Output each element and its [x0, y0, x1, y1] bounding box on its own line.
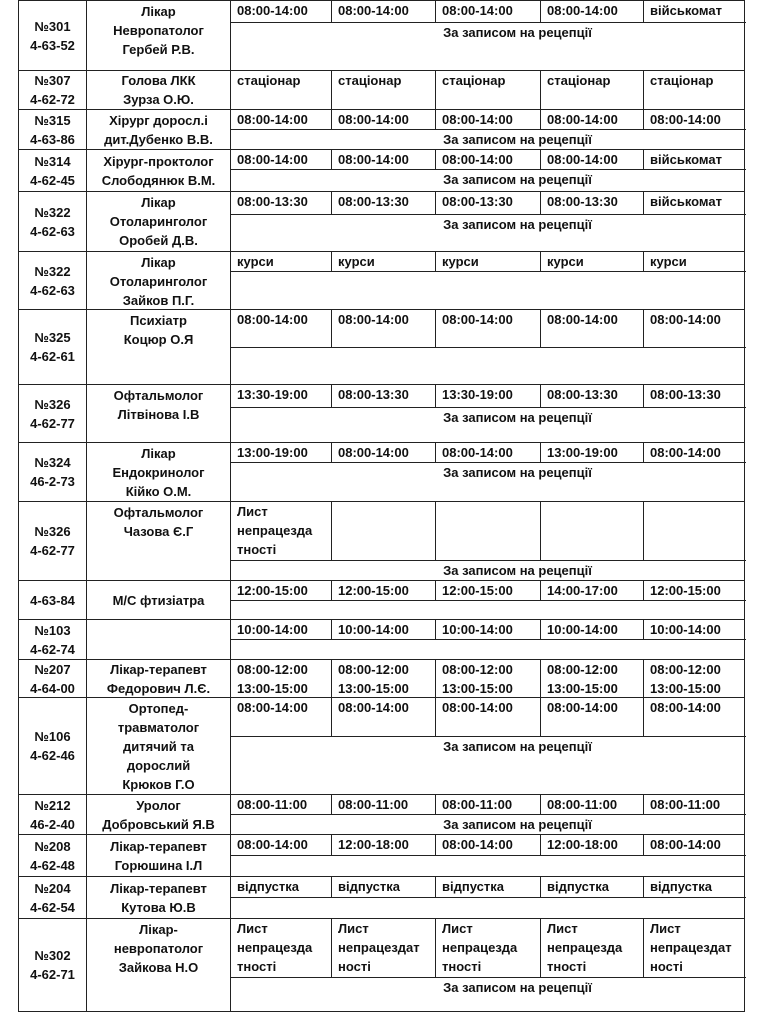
day-hours-cell: 08:00-14:00 [541, 150, 644, 170]
day-hours-cell: курси [231, 252, 332, 272]
doctor-line: Лікар [141, 255, 176, 270]
day-hours-row [231, 1, 744, 23]
phone-number: 4-64-00 [30, 680, 75, 696]
doctor-cell [87, 698, 231, 794]
doctor-cell [87, 919, 231, 1011]
day-hours-cell: 08:00-14:00 [332, 150, 436, 170]
reception-note-cell [231, 898, 744, 918]
room-cell [19, 698, 87, 794]
doctor-line: Зайкова Н.О [118, 960, 199, 975]
reception-note-cell [231, 601, 744, 619]
day-hours-cell: 08:00-14:00 [436, 1, 541, 23]
table-row [18, 877, 745, 919]
day-hours-cell: 10:00-14:00 [436, 620, 541, 640]
reception-note-cell [231, 408, 744, 442]
doctor-line: дитячий та [123, 739, 194, 754]
day-hours-row [231, 252, 744, 272]
day-hours-row [231, 919, 744, 978]
day-hours-cell: 08:00-12:00 13:00-15:00 [650, 662, 721, 696]
day-hours-cell: 08:00-14:00 [332, 1, 436, 23]
reception-note: За записом на рецепції [443, 172, 592, 187]
reception-note-cell [231, 170, 744, 191]
day-hours-cell: 08:00-14:00 [231, 835, 332, 856]
room-cell [19, 310, 87, 384]
day-hours-cell: 08:00-14:00 [332, 310, 436, 348]
doctor-line: Офтальмолог [113, 505, 204, 520]
table-row [18, 795, 745, 835]
room-cell [19, 192, 87, 251]
day-hours-row [231, 502, 744, 561]
doctor-cell [87, 385, 231, 442]
doctor-line: Ортопед- [128, 701, 189, 716]
phone-number: 4-62-74 [30, 641, 75, 657]
day-hours-cell: 08:00-14:00 [436, 698, 541, 737]
room-cell [19, 443, 87, 501]
day-hours-row [231, 150, 744, 170]
room-cell [19, 502, 87, 580]
table-row [18, 698, 745, 795]
day-hours-cell: 08:00-11:00 [541, 795, 644, 815]
day-hours-cell: стаціонар [231, 71, 332, 110]
table-row [18, 502, 745, 581]
doctor-cell [87, 1, 231, 70]
reception-note: За записом на рецепції [443, 739, 592, 754]
day-hours-cell: 13:00-19:00 [231, 443, 332, 463]
room-cell [19, 385, 87, 442]
reception-note-cell [231, 348, 744, 384]
day-hours-cell: 08:00-14:00 [436, 835, 541, 856]
day-hours-cell: 10:00-14:00 [231, 620, 332, 640]
reception-note-cell [231, 856, 744, 876]
day-hours-cell: курси [541, 252, 644, 272]
table-row [18, 310, 745, 385]
day-hours-cell: 08:00-12:00 13:00-15:00 [436, 660, 541, 698]
day-hours-cell: курси [332, 252, 436, 272]
doctor-line: Лікар-терапевт [110, 880, 207, 896]
room-number: №302 [34, 948, 71, 963]
day-hours-cell: 08:00-13:30 [332, 385, 436, 408]
reception-note: За записом на рецепції [443, 132, 592, 147]
reception-note-cell [231, 272, 744, 309]
reception-note-cell [231, 23, 744, 70]
doctor-line: Кутова Ю.В [121, 899, 196, 915]
day-hours-row [231, 310, 744, 348]
doctor-line: Крюков Г.О [122, 777, 195, 792]
day-hours-cell: Лист непрацездат ності [644, 919, 746, 978]
day-hours-cell: 08:00-14:00 [644, 310, 746, 348]
day-hours-cell: 08:00-14:00 [644, 835, 746, 856]
phone-number: 4-62-77 [30, 543, 75, 558]
doctor-line: Хірург-проктолог [103, 153, 214, 169]
day-hours-cell: 08:00-14:00 [436, 443, 541, 463]
room-number: №212 [34, 797, 71, 813]
day-hours-cell: 08:00-14:00 [332, 698, 436, 737]
day-hours-cell: 12:00-15:00 [231, 581, 332, 601]
day-hours-cell: 08:00-12:00 13:00-15:00 [541, 660, 644, 698]
day-hours-row [231, 620, 744, 640]
day-hours-cell: 08:00-11:00 [436, 795, 541, 815]
room-number: №301 [34, 18, 71, 34]
room-number: №204 [34, 880, 71, 896]
day-hours-row [231, 581, 744, 601]
doctor-cell [87, 71, 231, 109]
day-hours-cell [644, 502, 746, 561]
day-hours-row [231, 698, 744, 737]
phone-number: 4-62-63 [30, 282, 75, 298]
doctor-cell [87, 443, 231, 501]
doctor-line: Кійко О.М. [125, 484, 192, 499]
day-hours-row [231, 660, 744, 698]
day-hours-cell: 08:00-14:00 [231, 698, 332, 737]
day-hours-cell: військомат [644, 1, 746, 23]
day-hours-cell: стаціонар [332, 71, 436, 110]
day-hours-row [231, 835, 744, 856]
day-hours-cell: відпустка [436, 877, 541, 898]
doctor-line: Лікар [141, 446, 176, 461]
doctor-line: Отоларинголог [109, 274, 208, 289]
room-number: №307 [34, 73, 71, 88]
room-number: №106 [34, 729, 71, 744]
day-hours-cell: 08:00-12:00 13:00-15:00 [231, 660, 332, 698]
room-cell [19, 660, 87, 697]
doctor-cell [87, 150, 231, 191]
doctor-line: Офтальмолог [113, 388, 204, 403]
day-hours-cell: 12:00-18:00 [541, 835, 644, 856]
doctor-line: Хірург доросл.і [109, 112, 208, 128]
doctor-cell [87, 310, 231, 384]
day-hours-cell: відпустка [231, 877, 332, 898]
day-hours-cell: відпустка [332, 877, 436, 898]
doctor-line: Гербей Р.В. [122, 42, 195, 57]
room-cell [19, 835, 87, 876]
doctor-line: М/С фтизіатра [112, 592, 205, 608]
table-row [18, 835, 745, 877]
day-hours-cell: 10:00-14:00 [644, 620, 746, 640]
day-hours-cell: 08:00-11:00 [644, 795, 746, 815]
room-cell [19, 581, 87, 619]
day-hours-cell: 08:00-14:00 [644, 443, 746, 463]
day-hours-cell: 08:00-14:00 [541, 310, 644, 348]
room-cell [19, 150, 87, 191]
doctor-cell [87, 877, 231, 918]
reception-note: За записом на рецепції [443, 817, 592, 832]
doctor-line: Літвінова І.В [117, 407, 200, 422]
day-hours-cell: Лист непрацездат ності [332, 919, 436, 978]
reception-note: За записом на рецепції [443, 465, 592, 480]
day-hours-cell: 14:00-17:00 [541, 581, 644, 601]
day-hours-cell: 08:00-14:00 [644, 698, 746, 737]
doctor-line: Оробей Д.В. [119, 233, 198, 248]
room-number: №324 [34, 455, 71, 470]
reception-note: За записом на рецепції [443, 410, 592, 425]
reception-note-cell [231, 640, 744, 659]
day-hours-cell: стаціонар [650, 73, 714, 88]
day-hours-row [231, 192, 744, 215]
day-hours-cell: 08:00-14:00 [231, 1, 332, 23]
doctor-line: Лікар-терапевт [110, 838, 207, 854]
day-hours-cell: відпустка [541, 877, 644, 898]
phone-number: 4-62-63 [30, 223, 75, 239]
room-cell [19, 1, 87, 70]
day-hours-cell: 08:00-14:00 [436, 110, 541, 130]
reception-note-cell [231, 978, 744, 1011]
phone-number: 4-62-54 [30, 899, 75, 915]
day-hours-cell: 08:00-14:00 [541, 110, 644, 130]
reception-note-cell [231, 130, 744, 149]
doctor-line: Психіатр [130, 313, 187, 328]
table-row [18, 252, 745, 310]
table-row [18, 620, 745, 660]
day-hours-cell: 08:00-13:30 [644, 385, 746, 408]
table-row [18, 660, 745, 698]
day-hours-cell: Лист непрацезда тності [436, 919, 541, 978]
doctor-cell [87, 620, 231, 659]
doctor-line: дорослий [126, 758, 191, 773]
phone-number: 4-62-61 [30, 349, 75, 364]
phone-number: 4-62-77 [30, 415, 75, 431]
table-row [18, 919, 745, 1012]
doctor-line: Коцюр О.Я [123, 332, 194, 347]
doctor-line: Горюшина І.Л [114, 857, 203, 873]
day-hours-cell: 08:00-14:00 [231, 110, 332, 130]
day-hours-cell: 13:30-19:00 [231, 385, 332, 408]
day-hours-cell: 08:00-12:00 13:00-15:00 [332, 660, 436, 698]
doctor-line: Добровський Я.В [102, 816, 215, 832]
table-row [18, 192, 745, 252]
phone-number: 4-62-71 [30, 967, 75, 982]
day-hours-cell: 12:00-15:00 [436, 581, 541, 601]
room-number: №325 [34, 330, 71, 345]
doctor-line: Невропатолог [113, 23, 204, 38]
day-hours-row [231, 795, 744, 815]
room-number: №315 [34, 112, 71, 128]
day-hours-cell: 10:00-14:00 [541, 620, 644, 640]
day-hours-cell: 08:00-14:00 [332, 443, 436, 463]
day-hours-cell: 10:00-14:00 [332, 620, 436, 640]
day-hours-cell: 08:00-13:30 [541, 192, 644, 215]
day-hours-cell: Лист непрацезда тності [541, 919, 644, 978]
doctor-line: Зайков П.Г. [122, 293, 195, 308]
day-hours-cell: військомат [644, 150, 746, 170]
room-cell [19, 795, 87, 834]
day-hours-cell: 08:00-13:30 [231, 192, 332, 215]
table-row [18, 581, 745, 620]
day-hours-cell: Лист непрацезда тності [231, 502, 332, 561]
doctor-cell [87, 660, 231, 697]
day-hours-cell: 08:00-14:00 [332, 110, 436, 130]
day-hours-cell [436, 502, 541, 561]
room-cell [19, 919, 87, 1011]
day-hours-cell: відпустка [644, 877, 746, 898]
reception-note-cell [231, 815, 744, 834]
day-hours-cell: курси [644, 252, 746, 272]
doctor-line: Лікар- [139, 922, 178, 937]
room-number: №322 [34, 263, 71, 279]
doctor-line: Голова ЛКК [121, 73, 196, 88]
day-hours-cell: 12:00-15:00 [644, 581, 746, 601]
room-cell [19, 252, 87, 309]
doctor-line: Лікар [141, 4, 176, 19]
phone-number: 46-2-40 [30, 816, 75, 832]
reception-note-cell [231, 215, 744, 251]
table-row [18, 110, 745, 150]
phone-number: 4-62-45 [30, 172, 75, 188]
day-hours-cell [541, 502, 644, 561]
room-cell [19, 71, 87, 109]
day-hours-cell: 08:00-11:00 [231, 795, 332, 815]
doctor-cell [87, 835, 231, 876]
day-hours-row [231, 385, 744, 408]
doctor-line: Федорович Л.Є. [106, 680, 211, 696]
table-row [18, 385, 745, 443]
day-hours-cell: 13:30-19:00 [436, 385, 541, 408]
phone-number: 4-62-48 [30, 857, 75, 873]
room-number: №207 [34, 661, 71, 677]
table-row [18, 443, 745, 502]
room-number: №103 [34, 622, 71, 638]
day-hours-cell: стаціонар [541, 71, 644, 110]
day-hours-cell: курси [436, 252, 541, 272]
reception-note: За записом на рецепції [443, 980, 592, 995]
day-hours-row [231, 877, 744, 898]
day-hours-cell: 08:00-14:00 [231, 310, 332, 348]
day-hours-cell: 12:00-18:00 [332, 835, 436, 856]
room-number: №314 [34, 153, 71, 169]
day-hours-cell: 12:00-15:00 [332, 581, 436, 601]
doctor-line: Слободянюк В.М. [101, 172, 216, 188]
room-number: №326 [34, 524, 71, 539]
day-hours-cell [332, 502, 436, 561]
day-hours-cell: 08:00-14:00 [541, 1, 644, 23]
room-number: №322 [34, 204, 71, 220]
day-hours-cell: 08:00-14:00 [436, 150, 541, 170]
day-hours-row [231, 443, 744, 463]
day-hours-row [231, 71, 744, 110]
reception-note: За записом на рецепції [443, 25, 592, 40]
phone-number: 4-62-46 [30, 748, 75, 763]
day-hours-cell: 08:00-14:00 [231, 150, 332, 170]
day-hours-cell: військомат [644, 192, 746, 215]
doctor-cell [87, 581, 231, 619]
reception-note-cell [231, 463, 744, 501]
phone-number: 46-2-73 [30, 474, 75, 489]
phone-number: 4-62-72 [30, 92, 75, 107]
doctor-cell [87, 502, 231, 580]
day-hours-cell: 08:00-11:00 [332, 795, 436, 815]
day-hours-cell: 08:00-13:30 [332, 192, 436, 215]
day-hours-cell: 08:00-13:30 [436, 192, 541, 215]
reception-note-cell [231, 561, 744, 580]
doctor-cell [87, 192, 231, 251]
table-row [18, 71, 745, 110]
reception-note: За записом на рецепції [443, 217, 592, 232]
table-row [18, 0, 745, 71]
doctor-cell [87, 795, 231, 834]
doctor-cell [87, 110, 231, 149]
doctor-cell [87, 252, 231, 309]
doctor-line: травматолог [117, 720, 200, 735]
doctor-line: Отоларинголог [109, 214, 208, 229]
phone-number: 4-63-86 [30, 131, 75, 147]
phone-number: 4-63-52 [30, 37, 75, 53]
day-hours-cell: стаціонар [436, 71, 541, 110]
room-cell [19, 620, 87, 659]
room-cell [19, 110, 87, 149]
day-hours-cell: 08:00-14:00 [436, 310, 541, 348]
doctor-line: дит.Дубенко В.В. [104, 131, 213, 147]
doctor-line: Ендокринолог [112, 465, 205, 480]
day-hours-cell: 08:00-13:30 [541, 385, 644, 408]
reception-note: За записом на рецепції [443, 563, 592, 578]
room-cell [19, 877, 87, 918]
day-hours-cell: Лист непрацезда тності [231, 919, 332, 978]
table-row [18, 150, 745, 192]
phone-number: 4-63-84 [30, 592, 75, 608]
doctor-line: Лікар-терапевт [110, 661, 207, 677]
doctor-line: невропатолог [113, 941, 204, 956]
room-number: №326 [34, 396, 71, 412]
day-hours-cell: 13:00-19:00 [541, 443, 644, 463]
doctor-line: Уролог [136, 797, 181, 813]
day-hours-cell: 08:00-14:00 [644, 110, 746, 130]
reception-note-cell [231, 737, 744, 794]
doctor-line: Зурза О.Ю. [123, 92, 194, 107]
room-number: №208 [34, 838, 71, 854]
day-hours-cell: 08:00-14:00 [541, 698, 644, 737]
day-hours-row [231, 110, 744, 130]
doctor-line: Чазова Є.Г [123, 524, 194, 539]
doctor-line: Лікар [141, 195, 176, 210]
